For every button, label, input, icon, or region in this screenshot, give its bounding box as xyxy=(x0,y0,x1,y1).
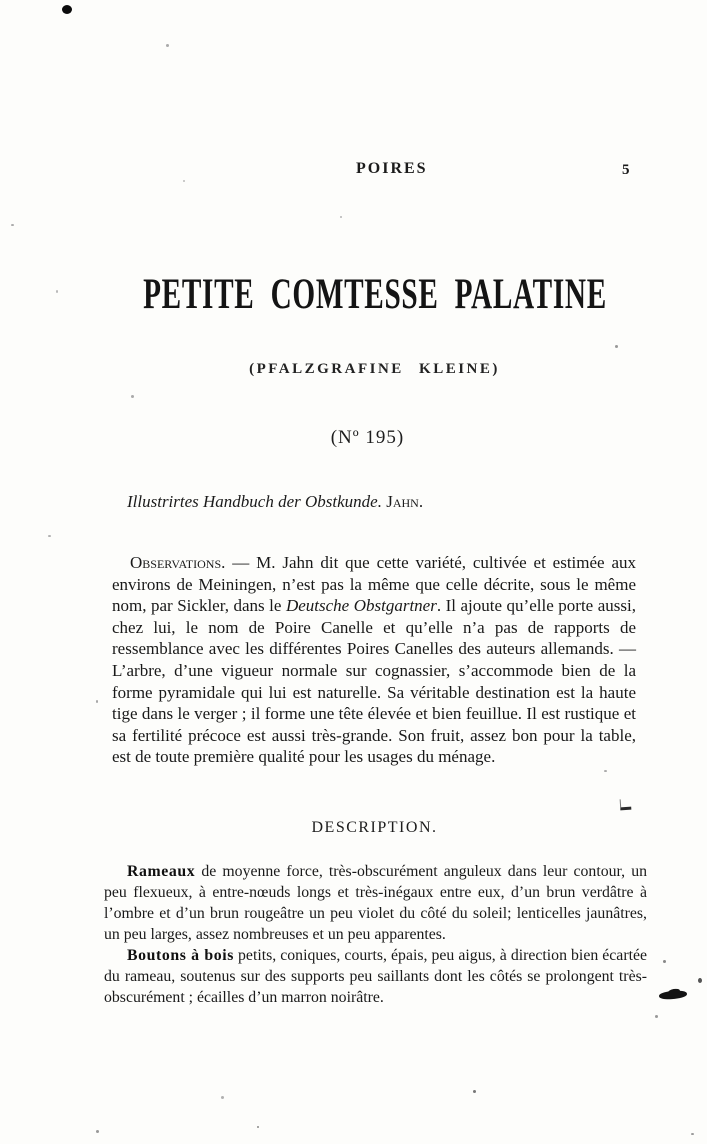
ink-speck xyxy=(257,1126,259,1128)
ink-speck xyxy=(604,770,607,772)
boutons-text: petits, coniques, courts, épais, peu aigus, à direction bien écartée du rameau, soutenus sur des supports peu saillants dont les côtés se prolongent très-obscurément ; écailles d’un marron noirâtre. xyxy=(104,947,647,1006)
ink-speck xyxy=(615,345,618,348)
observations-text-1: — M. Jahn dit que cette variété, cultivée et estimée aux environs de Meiningen, n’est pas la même que celle décrite, sous le même nom, par Sickler, dans le xyxy=(112,553,636,616)
ink-speck xyxy=(473,1090,476,1093)
chapter-title-text: PETITE COMTESSE PALATINE xyxy=(142,271,607,318)
ink-speck xyxy=(691,1133,694,1135)
ink-speck xyxy=(655,1015,658,1018)
description-heading: DESCRIPTION. xyxy=(311,819,438,836)
page-number: 5 xyxy=(622,162,630,178)
ink-speck xyxy=(56,290,58,293)
rameaux-paragraph xyxy=(104,861,647,945)
observations-italic-title: Deutsche Obstgartner xyxy=(285,596,437,616)
ink-speck xyxy=(48,535,51,537)
ink-speck xyxy=(221,1096,224,1099)
running-title: POIRES xyxy=(356,160,428,177)
ink-speck xyxy=(96,700,98,703)
ink-mark xyxy=(620,799,632,811)
ink-speck xyxy=(183,180,185,182)
citation-author: Jahn. xyxy=(381,492,424,511)
rameaux-lead: Rameaux xyxy=(127,863,196,880)
ink-speck xyxy=(698,978,702,983)
boutons-paragraph xyxy=(104,945,647,1008)
ink-speck xyxy=(340,216,342,218)
ink-speck xyxy=(166,44,169,47)
ink-speck xyxy=(96,1130,99,1133)
citation-source: Illustrirtes Handbuch der Obstkunde. xyxy=(127,492,382,511)
ink-speck xyxy=(663,960,666,963)
ink-speck xyxy=(131,395,134,398)
ink-speck xyxy=(11,224,14,226)
observations-lead: Observations. xyxy=(130,553,226,572)
ink-speck xyxy=(62,5,72,14)
rameaux-text: de moyenne force, très-obscurément anguleux dans leur contour, un peu flexueux, à entre-nœuds longs et très-inégaux entre eux, d’un brun verdâtre à l’ombre et d’un brun rougeâtre un peu violet du côté du soleil; lenticelles jaunâtres, un peu larges, assez nombreuses et un peu apparentes. xyxy=(104,863,647,943)
observations-paragraph xyxy=(112,552,636,768)
variety-number: (Nº 195) xyxy=(330,427,405,448)
chapter-title xyxy=(21,273,707,317)
boutons-lead: Boutons à bois xyxy=(127,947,234,964)
observations-text-2: . Il ajoute qu’elle porte aussi, chez lui, le nom de Poire Canelle et qu’elle n’a pas de rapports de ressemblance avec les différentes Poires Canelles des auteurs allemands. — L’arbre, d’une vigueur normale sur cognassier, s’accommode bien de la forme pyramidale qui lui est naturelle. Sa véritable destination est la haute tige dans le verger ; il forme une tête élevée et bien feuillue. Il est rustique et sa fertilité précoce est aussi très-grande. Son fruit, assez bon pour la table, est de toute première qualité pour les usages du ménage. xyxy=(112,596,636,767)
subtitle-german-name: (PFALZGRAFINE KLEINE) xyxy=(249,361,500,377)
description-section xyxy=(104,861,647,1008)
citation-line xyxy=(127,492,423,511)
